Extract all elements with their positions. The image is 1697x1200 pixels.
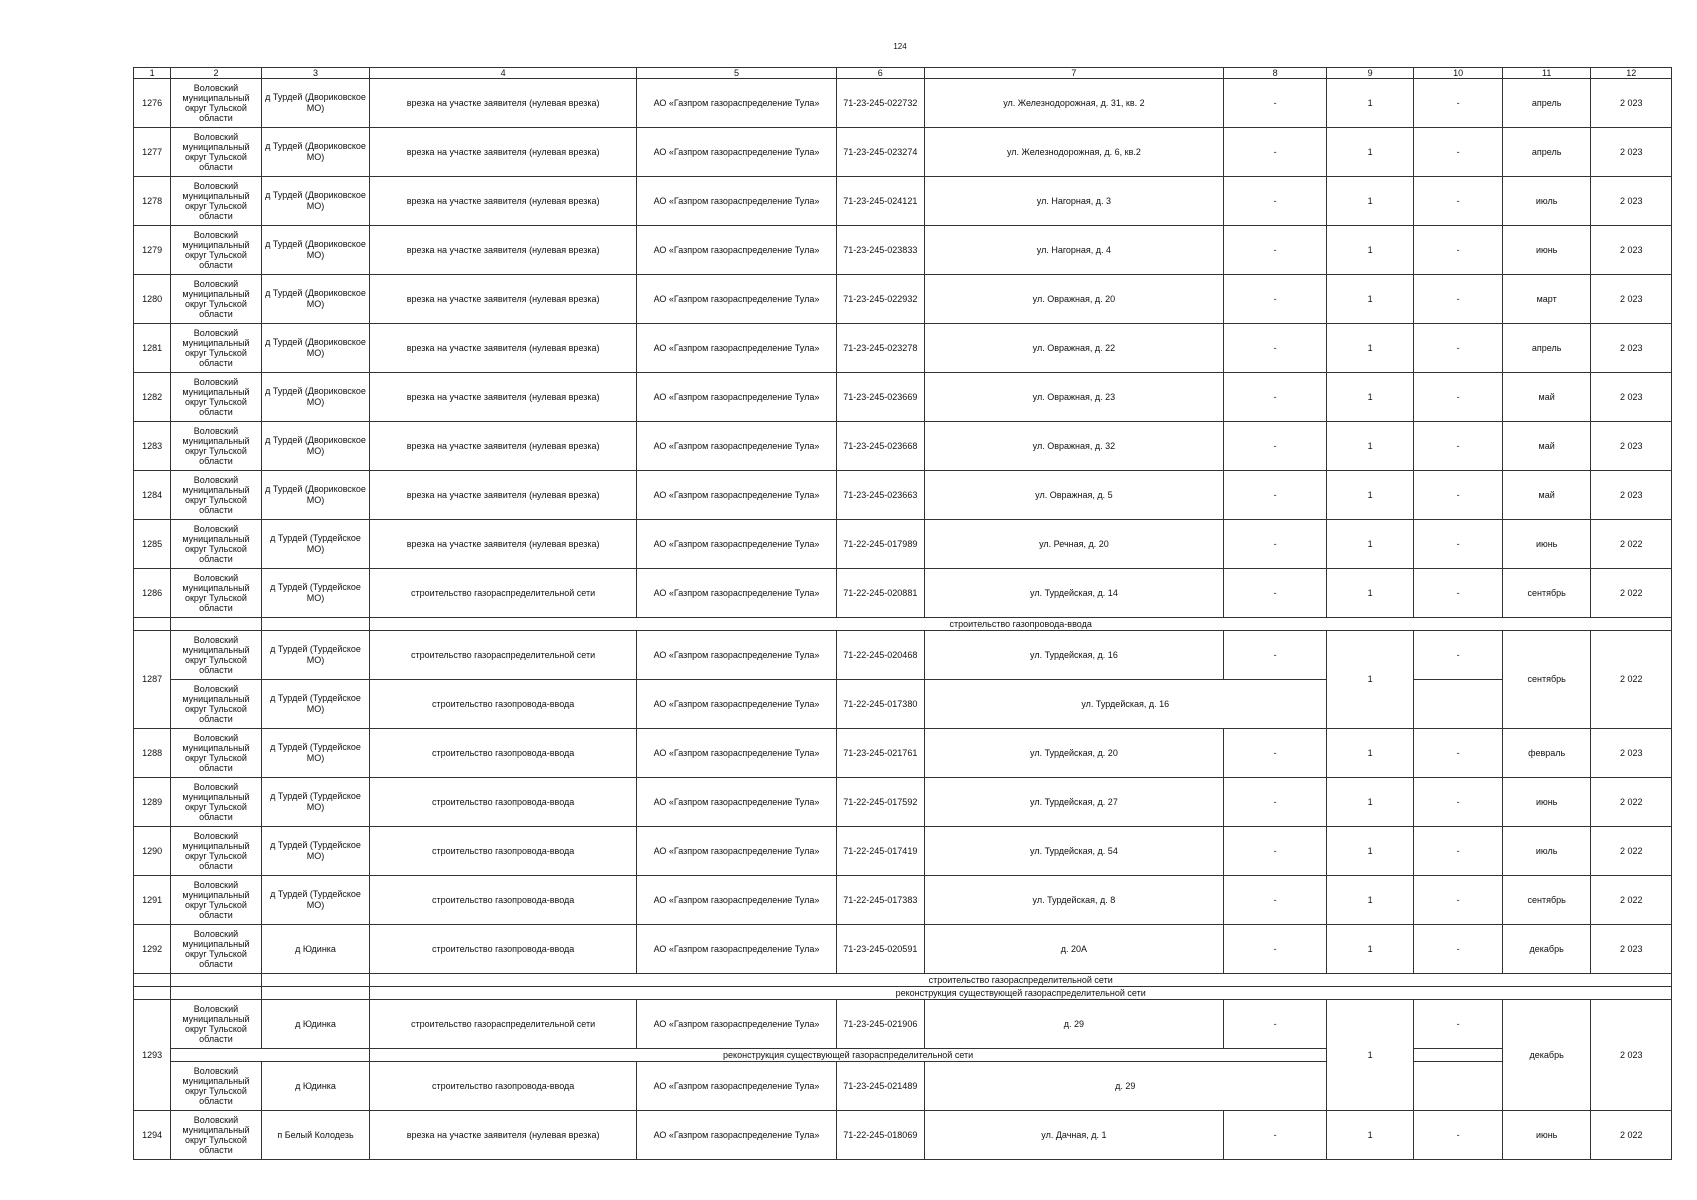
table-row bbox=[134, 778, 1672, 827]
year-cell: 2 023 bbox=[1591, 373, 1672, 422]
column-header: 7 bbox=[924, 68, 1224, 79]
row-number-cell: 1279 bbox=[134, 226, 171, 275]
col9-cell: 1 bbox=[1326, 729, 1414, 778]
month-cell: апрель bbox=[1502, 128, 1591, 177]
col9-cell: 1 bbox=[1326, 876, 1414, 925]
col8-cell: - bbox=[1224, 79, 1327, 128]
row-number-cell: 1280 bbox=[134, 275, 171, 324]
district-cell: Воловский муниципальный округ Тульской области bbox=[171, 373, 262, 422]
locality-cell: д Турдей (Турдейское МО) bbox=[261, 876, 370, 925]
row-number-cell: 1278 bbox=[134, 177, 171, 226]
work-type-cell: врезка на участке заявителя (нулевая врезка) bbox=[370, 1111, 637, 1160]
empty-cell bbox=[171, 974, 262, 987]
note-cell: реконструкция существующей газораспределительной сети bbox=[370, 987, 1672, 1000]
table-row bbox=[134, 1062, 1672, 1111]
col9-cell: 1 bbox=[1326, 373, 1414, 422]
row-number-cell: 1290 bbox=[134, 827, 171, 876]
row-number-cell: 1285 bbox=[134, 520, 171, 569]
col10-cell: - bbox=[1414, 79, 1503, 128]
empty-cell bbox=[134, 974, 171, 987]
table-row bbox=[134, 729, 1672, 778]
work-type-cell: строительство газопровода-ввода bbox=[370, 1062, 637, 1111]
work-type-cell: врезка на участке заявителя (нулевая врезка) bbox=[370, 324, 637, 373]
work-type-cell: строительство газопровода-ввода bbox=[370, 925, 637, 974]
organization-cell: АО «Газпром газораспределение Тула» bbox=[636, 827, 836, 876]
year-cell: 2 023 bbox=[1591, 226, 1672, 275]
district-cell: Воловский муниципальный округ Тульской области bbox=[171, 680, 262, 729]
col8-cell: - bbox=[1224, 275, 1327, 324]
district-cell: Воловский муниципальный округ Тульской области bbox=[171, 778, 262, 827]
organization-cell: АО «Газпром газораспределение Тула» bbox=[636, 520, 836, 569]
row-number-cell: 1277 bbox=[134, 128, 171, 177]
month-cell: июль bbox=[1502, 827, 1591, 876]
table-row bbox=[134, 925, 1672, 974]
locality-cell: д Турдей (Турдейское МО) bbox=[261, 827, 370, 876]
year-cell: 2 022 bbox=[1591, 520, 1672, 569]
col10-cell: - bbox=[1414, 471, 1503, 520]
address-cell: д. 29 bbox=[924, 1000, 1224, 1049]
work-type-cell: врезка на участке заявителя (нулевая врезка) bbox=[370, 177, 637, 226]
address-cell: ул. Нагорная, д. 4 bbox=[924, 226, 1224, 275]
empty-cell bbox=[134, 987, 171, 1000]
col9-cell: 1 bbox=[1326, 128, 1414, 177]
col8-cell: - bbox=[1224, 177, 1327, 226]
col8-cell: - bbox=[1224, 128, 1327, 177]
col10-cell: - bbox=[1414, 729, 1503, 778]
address-cell: ул. Турдейская, д. 16 bbox=[924, 631, 1224, 680]
address-cell: д. 20А bbox=[924, 925, 1224, 974]
row-number-cell: 1281 bbox=[134, 324, 171, 373]
application-code-cell: 71-23-245-023833 bbox=[837, 226, 925, 275]
column-header: 6 bbox=[837, 68, 925, 79]
column-header: 12 bbox=[1591, 68, 1672, 79]
col8-cell: - bbox=[1224, 324, 1327, 373]
col10-cell bbox=[1414, 1062, 1503, 1111]
year-cell: 2 023 bbox=[1591, 729, 1672, 778]
col10-cell: - bbox=[1414, 422, 1503, 471]
empty-cell bbox=[261, 987, 370, 1000]
column-header: 8 bbox=[1224, 68, 1327, 79]
column-header: 2 bbox=[171, 68, 262, 79]
col9-cell: 1 bbox=[1326, 226, 1414, 275]
table-row bbox=[134, 827, 1672, 876]
application-code-cell: 71-23-245-024121 bbox=[837, 177, 925, 226]
application-code-cell: 71-23-245-022732 bbox=[837, 79, 925, 128]
locality-cell: д Турдей (Турдейское МО) bbox=[261, 520, 370, 569]
month-cell: июнь bbox=[1502, 778, 1591, 827]
address-cell: д. 29 bbox=[924, 1062, 1326, 1111]
column-header: 9 bbox=[1326, 68, 1414, 79]
month-cell: сентябрь bbox=[1502, 569, 1591, 618]
month-cell: сентябрь bbox=[1502, 876, 1591, 925]
year-cell: 2 023 bbox=[1591, 128, 1672, 177]
row-number-cell: 1294 bbox=[134, 1111, 171, 1160]
organization-cell: АО «Газпром газораспределение Тула» bbox=[636, 1062, 836, 1111]
work-type-cell: строительство газопровода-ввода bbox=[370, 680, 637, 729]
month-cell: декабрь bbox=[1502, 1000, 1591, 1111]
locality-cell: д Юдинка bbox=[261, 1062, 370, 1111]
year-cell: 2 022 bbox=[1591, 827, 1672, 876]
col9-cell: 1 bbox=[1326, 275, 1414, 324]
address-cell: ул. Турдейская, д. 54 bbox=[924, 827, 1224, 876]
work-type-cell: строительство газопровода-ввода bbox=[370, 778, 637, 827]
month-cell: май bbox=[1502, 373, 1591, 422]
address-cell: ул. Овражная, д. 5 bbox=[924, 471, 1224, 520]
organization-cell: АО «Газпром газораспределение Тула» bbox=[636, 324, 836, 373]
organization-cell: АО «Газпром газораспределение Тула» bbox=[636, 1111, 836, 1160]
locality-cell: д Турдей (Турдейское МО) bbox=[261, 631, 370, 680]
district-cell: Воловский муниципальный округ Тульской области bbox=[171, 79, 262, 128]
application-code-cell: 71-22-245-020468 bbox=[837, 631, 925, 680]
year-cell: 2 022 bbox=[1591, 1111, 1672, 1160]
table-row bbox=[134, 422, 1672, 471]
work-type-cell: врезка на участке заявителя (нулевая врезка) bbox=[370, 128, 637, 177]
table-row bbox=[134, 275, 1672, 324]
organization-cell: АО «Газпром газораспределение Тула» bbox=[636, 79, 836, 128]
row-number-cell: 1289 bbox=[134, 778, 171, 827]
table-row bbox=[134, 876, 1672, 925]
work-type-cell: врезка на участке заявителя (нулевая врезка) bbox=[370, 471, 637, 520]
table-row bbox=[134, 680, 1672, 729]
col8-cell: - bbox=[1224, 876, 1327, 925]
col9-cell: 1 bbox=[1326, 778, 1414, 827]
locality-cell: д Турдей (Турдейское МО) bbox=[261, 729, 370, 778]
locality-cell: д Турдей (Двориковское МО) bbox=[261, 79, 370, 128]
col8-cell: - bbox=[1224, 1000, 1327, 1049]
month-cell: апрель bbox=[1502, 324, 1591, 373]
organization-cell: АО «Газпром газораспределение Тула» bbox=[636, 876, 836, 925]
work-type-cell: врезка на участке заявителя (нулевая врезка) bbox=[370, 373, 637, 422]
application-code-cell: 71-23-245-023274 bbox=[837, 128, 925, 177]
district-cell: Воловский муниципальный округ Тульской области bbox=[171, 471, 262, 520]
month-cell: июнь bbox=[1502, 226, 1591, 275]
month-cell: июнь bbox=[1502, 520, 1591, 569]
address-cell: ул. Железнодорожная, д. 31, кв. 2 bbox=[924, 79, 1224, 128]
page-number: 124 bbox=[893, 42, 907, 51]
district-cell: Воловский муниципальный округ Тульской области bbox=[171, 177, 262, 226]
organization-cell: АО «Газпром газораспределение Тула» bbox=[636, 128, 836, 177]
organization-cell: АО «Газпром газораспределение Тула» bbox=[636, 680, 836, 729]
locality-cell: д Турдей (Двориковское МО) bbox=[261, 275, 370, 324]
col9-cell: 1 bbox=[1326, 925, 1414, 974]
col10-cell bbox=[1414, 680, 1503, 729]
district-cell: Воловский муниципальный округ Тульской области bbox=[171, 729, 262, 778]
col10-cell: - bbox=[1414, 569, 1503, 618]
organization-cell: АО «Газпром газораспределение Тула» bbox=[636, 373, 836, 422]
organization-cell: АО «Газпром газораспределение Тула» bbox=[636, 778, 836, 827]
application-code-cell: 71-23-245-021906 bbox=[837, 1000, 925, 1049]
work-type-cell: строительство газопровода-ввода bbox=[370, 827, 637, 876]
district-cell: Воловский муниципальный округ Тульской области bbox=[171, 422, 262, 471]
empty-cell bbox=[261, 974, 370, 987]
organization-cell: АО «Газпром газораспределение Тула» bbox=[636, 471, 836, 520]
district-cell: Воловский муниципальный округ Тульской области bbox=[171, 324, 262, 373]
organization-cell: АО «Газпром газораспределение Тула» bbox=[636, 422, 836, 471]
row-number-cell: 1286 bbox=[134, 569, 171, 618]
col10-cell: - bbox=[1414, 373, 1503, 422]
application-code-cell: 71-22-245-018069 bbox=[837, 1111, 925, 1160]
district-cell: Воловский муниципальный округ Тульской области bbox=[171, 226, 262, 275]
work-type-cell: врезка на участке заявителя (нулевая врезка) bbox=[370, 275, 637, 324]
column-header: 10 bbox=[1414, 68, 1503, 79]
column-header: 4 bbox=[370, 68, 637, 79]
work-type-cell: врезка на участке заявителя (нулевая врезка) bbox=[370, 422, 637, 471]
locality-cell: д Турдей (Турдейское МО) bbox=[261, 680, 370, 729]
district-cell: Воловский муниципальный округ Тульской области bbox=[171, 827, 262, 876]
col9-cell: 1 bbox=[1326, 79, 1414, 128]
empty-cell bbox=[171, 987, 262, 1000]
col9-cell: 1 bbox=[1326, 520, 1414, 569]
object-register-table bbox=[133, 67, 1672, 1160]
work-type-cell: строительство газопровода-ввода bbox=[370, 876, 637, 925]
col10-cell: - bbox=[1414, 324, 1503, 373]
note-row bbox=[134, 1049, 1672, 1062]
col10-cell: - bbox=[1414, 631, 1503, 680]
month-cell: июль bbox=[1502, 177, 1591, 226]
month-cell: март bbox=[1502, 275, 1591, 324]
address-cell: ул. Овражная, д. 22 bbox=[924, 324, 1224, 373]
work-type-cell: врезка на участке заявителя (нулевая врезка) bbox=[370, 79, 637, 128]
table-row bbox=[134, 631, 1672, 680]
address-cell: ул. Турдейская, д. 14 bbox=[924, 569, 1224, 618]
col8-cell: - bbox=[1224, 422, 1327, 471]
empty-cell bbox=[171, 1049, 370, 1062]
district-cell: Воловский муниципальный округ Тульской области bbox=[171, 1000, 262, 1049]
organization-cell: АО «Газпром газораспределение Тула» bbox=[636, 925, 836, 974]
table-row bbox=[134, 1000, 1672, 1049]
col8-cell: - bbox=[1224, 925, 1327, 974]
application-code-cell: 71-22-245-017592 bbox=[837, 778, 925, 827]
year-cell: 2 022 bbox=[1591, 876, 1672, 925]
col10-cell: - bbox=[1414, 226, 1503, 275]
col9-cell: 1 bbox=[1326, 471, 1414, 520]
year-cell: 2 023 bbox=[1591, 422, 1672, 471]
address-cell: ул. Турдейская, д. 16 bbox=[924, 680, 1326, 729]
district-cell: Воловский муниципальный округ Тульской области bbox=[171, 569, 262, 618]
note-row bbox=[134, 987, 1672, 1000]
empty-cell bbox=[261, 618, 370, 631]
work-type-cell: врезка на участке заявителя (нулевая врезка) bbox=[370, 226, 637, 275]
year-cell: 2 022 bbox=[1591, 631, 1672, 729]
locality-cell: д Турдей (Турдейское МО) bbox=[261, 778, 370, 827]
col10-cell: - bbox=[1414, 925, 1503, 974]
address-cell: ул. Речная, д. 20 bbox=[924, 520, 1224, 569]
row-number-cell: 1288 bbox=[134, 729, 171, 778]
table-row bbox=[134, 177, 1672, 226]
address-cell: ул. Турдейская, д. 27 bbox=[924, 778, 1224, 827]
col9-cell: 1 bbox=[1326, 177, 1414, 226]
application-code-cell: 71-23-245-021761 bbox=[837, 729, 925, 778]
address-cell: ул. Овражная, д. 32 bbox=[924, 422, 1224, 471]
col8-cell: - bbox=[1224, 1111, 1327, 1160]
table-row bbox=[134, 226, 1672, 275]
col8-cell: - bbox=[1224, 631, 1327, 680]
col9-cell: 1 bbox=[1326, 1000, 1414, 1111]
col10-cell: - bbox=[1414, 520, 1503, 569]
application-code-cell: 71-22-245-020881 bbox=[837, 569, 925, 618]
col8-cell: - bbox=[1224, 373, 1327, 422]
district-cell: Воловский муниципальный округ Тульской области bbox=[171, 631, 262, 680]
application-code-cell: 71-22-245-017383 bbox=[837, 876, 925, 925]
col9-cell: 1 bbox=[1326, 569, 1414, 618]
col10-cell: - bbox=[1414, 275, 1503, 324]
organization-cell: АО «Газпром газораспределение Тула» bbox=[636, 631, 836, 680]
table-row bbox=[134, 128, 1672, 177]
organization-cell: АО «Газпром газораспределение Тула» bbox=[636, 569, 836, 618]
col10-cell: - bbox=[1414, 1111, 1503, 1160]
year-cell: 2 023 bbox=[1591, 177, 1672, 226]
month-cell: май bbox=[1502, 422, 1591, 471]
col10-cell bbox=[1414, 1049, 1503, 1062]
year-cell: 2 023 bbox=[1591, 324, 1672, 373]
col8-cell: - bbox=[1224, 569, 1327, 618]
table-row bbox=[134, 520, 1672, 569]
application-code-cell: 71-23-245-022932 bbox=[837, 275, 925, 324]
locality-cell: д Турдей (Турдейское МО) bbox=[261, 569, 370, 618]
col9-cell: 1 bbox=[1326, 827, 1414, 876]
row-number-cell: 1276 bbox=[134, 79, 171, 128]
note-cell: строительство газопровода-ввода bbox=[370, 618, 1672, 631]
column-header: 11 bbox=[1502, 68, 1591, 79]
table-row bbox=[134, 373, 1672, 422]
year-cell: 2 023 bbox=[1591, 1000, 1672, 1111]
note-row bbox=[134, 974, 1672, 987]
col9-cell: 1 bbox=[1326, 324, 1414, 373]
application-code-cell: 71-23-245-021489 bbox=[837, 1062, 925, 1111]
district-cell: Воловский муниципальный округ Тульской области bbox=[171, 1062, 262, 1111]
work-type-cell: строительство газопровода-ввода bbox=[370, 729, 637, 778]
table-row bbox=[134, 1111, 1672, 1160]
organization-cell: АО «Газпром газораспределение Тула» bbox=[636, 729, 836, 778]
column-header: 1 bbox=[134, 68, 171, 79]
year-cell: 2 023 bbox=[1591, 79, 1672, 128]
year-cell: 2 022 bbox=[1591, 778, 1672, 827]
locality-cell: д Юдинка bbox=[261, 1000, 370, 1049]
address-cell: ул. Овражная, д. 23 bbox=[924, 373, 1224, 422]
address-cell: ул. Турдейская, д. 8 bbox=[924, 876, 1224, 925]
organization-cell: АО «Газпром газораспределение Тула» bbox=[636, 177, 836, 226]
month-cell: май bbox=[1502, 471, 1591, 520]
locality-cell: п Белый Колодезь bbox=[261, 1111, 370, 1160]
organization-cell: АО «Газпром газораспределение Тула» bbox=[636, 1000, 836, 1049]
locality-cell: д Турдей (Двориковское МО) bbox=[261, 422, 370, 471]
row-number-cell: 1291 bbox=[134, 876, 171, 925]
col8-cell: - bbox=[1224, 778, 1327, 827]
locality-cell: д Юдинка bbox=[261, 925, 370, 974]
col9-cell: 1 bbox=[1326, 1111, 1414, 1160]
col8-cell: - bbox=[1224, 729, 1327, 778]
application-code-cell: 71-23-245-023663 bbox=[837, 471, 925, 520]
column-header: 5 bbox=[636, 68, 836, 79]
address-cell: ул. Овражная, д. 20 bbox=[924, 275, 1224, 324]
table-row bbox=[134, 569, 1672, 618]
work-type-cell: строительство газораспределительной сети bbox=[370, 569, 637, 618]
application-code-cell: 71-23-245-023669 bbox=[837, 373, 925, 422]
row-number-cell: 1287 bbox=[134, 631, 171, 729]
work-type-cell: строительство газораспределительной сети bbox=[370, 1000, 637, 1049]
application-code-cell: 71-22-245-017419 bbox=[837, 827, 925, 876]
col9-cell: 1 bbox=[1326, 631, 1414, 729]
work-type-cell: строительство газораспределительной сети bbox=[370, 631, 637, 680]
row-number-cell: 1283 bbox=[134, 422, 171, 471]
address-cell: ул. Дачная, д. 1 bbox=[924, 1111, 1224, 1160]
address-cell: ул. Железнодорожная, д. 6, кв.2 bbox=[924, 128, 1224, 177]
col10-cell: - bbox=[1414, 177, 1503, 226]
col10-cell: - bbox=[1414, 128, 1503, 177]
application-code-cell: 71-23-245-020591 bbox=[837, 925, 925, 974]
district-cell: Воловский муниципальный округ Тульской области bbox=[171, 275, 262, 324]
year-cell: 2 023 bbox=[1591, 925, 1672, 974]
organization-cell: АО «Газпром газораспределение Тула» bbox=[636, 275, 836, 324]
col8-cell: - bbox=[1224, 471, 1327, 520]
col10-cell: - bbox=[1414, 778, 1503, 827]
col8-cell: - bbox=[1224, 226, 1327, 275]
column-header: 3 bbox=[261, 68, 370, 79]
application-code-cell: 71-22-245-017989 bbox=[837, 520, 925, 569]
empty-cell bbox=[171, 618, 262, 631]
district-cell: Воловский муниципальный округ Тульской области bbox=[171, 520, 262, 569]
note-cell: реконструкция существующей газораспределительной сети bbox=[370, 1049, 1327, 1062]
district-cell: Воловский муниципальный округ Тульской области bbox=[171, 925, 262, 974]
row-number-cell: 1284 bbox=[134, 471, 171, 520]
locality-cell: д Турдей (Двориковское МО) bbox=[261, 373, 370, 422]
row-number-cell: 1292 bbox=[134, 925, 171, 974]
row-number-cell: 1282 bbox=[134, 373, 171, 422]
col10-cell: - bbox=[1414, 1000, 1503, 1049]
note-row bbox=[134, 618, 1672, 631]
table-row bbox=[134, 471, 1672, 520]
column-number-header bbox=[134, 68, 1672, 79]
locality-cell: д Турдей (Двориковское МО) bbox=[261, 324, 370, 373]
application-code-cell: 71-23-245-023278 bbox=[837, 324, 925, 373]
district-cell: Воловский муниципальный округ Тульской области bbox=[171, 876, 262, 925]
month-cell: июнь bbox=[1502, 1111, 1591, 1160]
district-cell: Воловский муниципальный округ Тульской области bbox=[171, 128, 262, 177]
locality-cell: д Турдей (Двориковское МО) bbox=[261, 177, 370, 226]
address-cell: ул. Нагорная, д. 3 bbox=[924, 177, 1224, 226]
application-code-cell: 71-22-245-017380 bbox=[837, 680, 925, 729]
month-cell: февраль bbox=[1502, 729, 1591, 778]
col8-cell: - bbox=[1224, 520, 1327, 569]
year-cell: 2 023 bbox=[1591, 275, 1672, 324]
locality-cell: д Турдей (Двориковское МО) bbox=[261, 471, 370, 520]
table-row bbox=[134, 79, 1672, 128]
organization-cell: АО «Газпром газораспределение Тула» bbox=[636, 226, 836, 275]
work-type-cell: врезка на участке заявителя (нулевая врезка) bbox=[370, 520, 637, 569]
address-cell: ул. Турдейская, д. 20 bbox=[924, 729, 1224, 778]
note-cell: строительство газораспределительной сети bbox=[370, 974, 1672, 987]
year-cell: 2 023 bbox=[1591, 471, 1672, 520]
application-code-cell: 71-23-245-023668 bbox=[837, 422, 925, 471]
table-row bbox=[134, 324, 1672, 373]
district-cell: Воловский муниципальный округ Тульской области bbox=[171, 1111, 262, 1160]
row-number-cell: 1293 bbox=[134, 1000, 171, 1111]
month-cell: сентябрь bbox=[1502, 631, 1591, 729]
month-cell: апрель bbox=[1502, 79, 1591, 128]
year-cell: 2 022 bbox=[1591, 569, 1672, 618]
col8-cell: - bbox=[1224, 827, 1327, 876]
col10-cell: - bbox=[1414, 876, 1503, 925]
locality-cell: д Турдей (Двориковское МО) bbox=[261, 226, 370, 275]
month-cell: декабрь bbox=[1502, 925, 1591, 974]
col9-cell: 1 bbox=[1326, 422, 1414, 471]
col10-cell: - bbox=[1414, 827, 1503, 876]
empty-cell bbox=[134, 618, 171, 631]
locality-cell: д Турдей (Двориковское МО) bbox=[261, 128, 370, 177]
